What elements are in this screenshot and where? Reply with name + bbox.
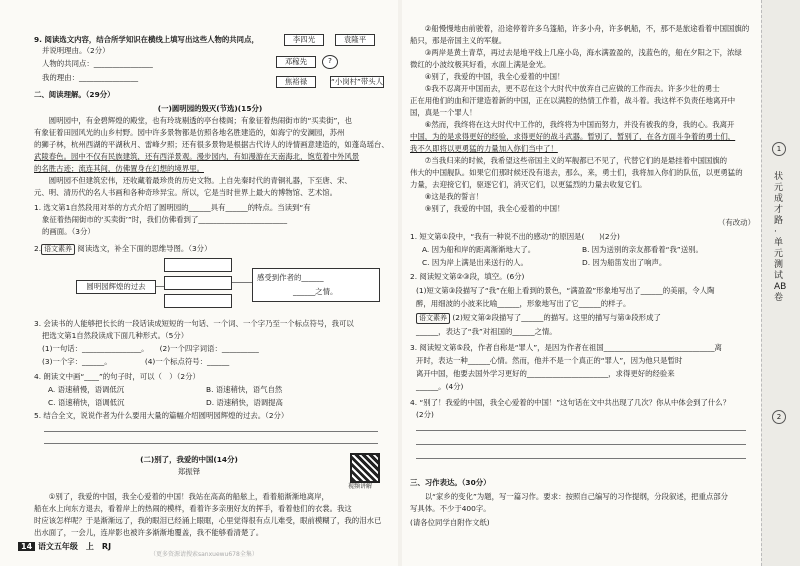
answer-line — [44, 443, 378, 444]
mindmap-connector — [232, 282, 252, 283]
answer-line — [416, 458, 746, 459]
q2-line: 2. 语文素养 阅读选文，补全下面的思维导图。（3分） — [34, 244, 212, 253]
watermark: （更多资源请搜索sanxuewu678全集） — [150, 551, 258, 558]
passage1-line: 有象征着田园风光的山乡村野。园中许多景物都是仿照各地名胜建造的，如海宁的安澜园，苏州 — [34, 128, 345, 137]
mindmap-right-text2: ______之情。 — [293, 287, 338, 296]
q4-option-a: A. 语速稍慢，语调低沉 — [48, 385, 125, 394]
passage2-title: (二)别了，我爱的中国(14分) — [140, 455, 238, 464]
passage2-cont-line: 船只，那是帝国主义的军舰。 — [410, 36, 507, 45]
section-2-title: 二、阅读理解。（29分） — [34, 90, 115, 99]
person-box: 焦裕禄 — [276, 76, 316, 88]
q9-line4: 我的理由：________________ — [42, 73, 139, 82]
page-number-value: 14 — [18, 542, 35, 551]
r-q2-sub-tagged — [416, 313, 661, 324]
r-q2-sub: 醉，用细波的小波来比喻______，形象地写出了它______的样子。 — [416, 299, 631, 308]
passage2-line: 船在水上向东方退去，看着岸上的热闹的模样，看着许多亲朋好友的挥手，看着他们的衣裳。我这 — [34, 504, 352, 513]
passage2-cont-line: 中国，为的是求得更好的经验，求得更好的战斗武器。暂别了，暂别了，在各方面斗争着的勇士们， — [410, 132, 736, 141]
r-q4-line: 4. “别了！我爱的中国，我全心爱着的中国！”这句话在文中共出现了几次？你从中体会到了什么？ — [410, 398, 731, 407]
r-q4-line: (2分) — [416, 410, 434, 419]
sidebar-circle: 2 — [772, 410, 786, 424]
passage2-cont-line: ⑤我不忍离开中国而去，更不忍在这个大时代中放弃自己应做的工作而去。许多少壮的勇士 — [410, 84, 720, 93]
r-q3-line: ______。(4分) — [416, 382, 464, 391]
essay-line: 写具体。不少于400字。 — [410, 504, 491, 513]
r-q1-option-c: C. 因为岸上满是出来送行的人。 — [422, 258, 528, 267]
q2-text: 阅读选文，补全下面的思维导图。（3分） — [77, 244, 212, 253]
q9-line2: 并说明理由。（2分） — [42, 46, 110, 55]
answer-line — [44, 431, 378, 432]
qr-label: 视频讲解 — [348, 483, 373, 490]
q4-line: 4. 朗读文中画“____”的句子时，可以（ ）（2分） — [34, 372, 200, 381]
center-circle: ? — [322, 55, 338, 69]
mindmap-node-box — [164, 294, 232, 308]
r-q1-line: 1. 短文第①段中，“我有一种说不出的感动”的原因是( )(2分) — [410, 232, 620, 241]
q4-option-d: D. 语速稍快，语调提高 — [206, 398, 283, 407]
page-number — [18, 541, 111, 552]
q9-line1: 9. 阅读选文内容，结合所学知识在横线上填写出这些人物的共同点， — [34, 35, 259, 44]
q1-line: 象征着热闹街市的‘买卖街’”时，我们仿佛看到了________________________ — [42, 215, 288, 224]
passage1-line: 的狮子林，杭州西湖的平湖秋月、雷峰夕照；还有很多景物是根据古代诗人的诗情画意建造的，如蓬岛瑶台、 — [34, 140, 389, 149]
passage2-cont-line: 正在用他们的血和汗建造着新的中国，正在以满腔的热情工作着，战斗着。我这样不负责任地离开中 — [410, 96, 736, 105]
q3-line: (3)一个字：______。 (4)一个标点符号：______ — [42, 357, 230, 366]
left-page — [0, 0, 398, 566]
passage1-title: (一)圆明园的毁灭(节选)(15分) — [157, 104, 263, 113]
person-box: 李四光 — [284, 34, 324, 46]
right-page — [402, 0, 762, 566]
r-q2-sub: ______，表达了“我”对祖国的______之情。 — [416, 327, 557, 336]
r-q2-tag: 语文素养 — [416, 313, 450, 324]
passage1-line: 的名胜古迹；流连其间，仿佛置身在幻想的境界里。 — [34, 164, 204, 173]
passage1-line: 圆明园不但建筑宏伟，还收藏着最珍贵的历史文物。上自先秦时代的青铜礼器，下至唐、宋、 — [34, 176, 352, 185]
passage2-line: ①别了，我爱的中国，我全心爱着的中国！我站在高高的船舷上，看着船渐渐地离岸， — [34, 492, 329, 501]
passage2-cont-line: ②船慢慢地由前驶着，沿途停着许多乌篷船，许多小舟，许多帆船，不，那不是旅途看着中国国旗的 — [410, 24, 750, 33]
passage2-line: 出水面了，一会儿，连岸影也被许多渐渐地覆盖，我不能够看清楚了。 — [34, 528, 264, 537]
essay-note: (请各位同学自附作文纸) — [410, 518, 490, 527]
mindmap-right-box — [252, 268, 380, 302]
sidebar-vertical-text: 状元成才路 · 单元测试AB卷 — [774, 172, 787, 303]
mindmap-left-box: 圆明园辉煌的过去 — [76, 280, 156, 294]
passage1-line: 圆明园中，有金碧辉煌的殿堂，也有玲珑剔透的亭台楼阁；有象征着热闹街市的“买卖街”，也 — [34, 116, 353, 125]
r-q3-line: 开时，表达一种______心情。然而，他并不是一个真正的“罪人”，因为他只是暂时 — [416, 356, 683, 365]
passage2-cont-line: ③两岸是黄土青草，再过去是地平线上几座小岛，海水满盈盈的，浅蓝色的，船在夕阳之下，浓绿 — [410, 48, 742, 57]
r-q1-option-a: A. 因为船和岸的距离渐渐地大了。 — [422, 245, 536, 254]
passage2-cont-line: ⑨别了，我爱的中国，我全心爱着的中国！ — [410, 204, 565, 213]
mindmap-node-box — [164, 258, 232, 272]
r-q1-option-b: B. 因为送别的亲友都看着“我”送别。 — [582, 245, 703, 254]
q3-line: 3. 会读书的人能够把长长的一段话读成短短的一句话、一个词、一个字乃至一个标点符号，我可以 — [34, 319, 354, 328]
passage2-cont-line: ⑦当我归来的时候，我希望这些帝国主义的军舰都已不见了，代替它们的是悬挂着中国国旗的 — [410, 156, 728, 165]
passage2-author: 郑振铎 — [177, 467, 201, 476]
mindmap-connector — [156, 286, 164, 287]
r-q2-sub-text: (2)短文第②段描写了______的描写。这里的描写与第③段形成了 — [452, 313, 661, 322]
passage2-cont-line: 我不久即将以更勇猛的力量加入你们当中了！ — [410, 144, 558, 153]
mindmap-right-text1: 感受到作者的______ — [257, 273, 324, 282]
passage2-cont-line: ⑥然而，我终将在这大时代中工作的，我终将为中国而努力，并没有被我的身，我的心。我离开 — [410, 120, 735, 129]
r-q2-line: 2. 阅读短文第②③段，填空。(6分) — [410, 272, 525, 281]
source-note: （有改动） — [718, 218, 755, 227]
passage2-cont-line: ④别了，我爱的中国，我全心爱着的中国！ — [410, 72, 565, 81]
answer-line — [416, 430, 746, 431]
section-3-title: 三、习作表达。（30分） — [410, 478, 491, 487]
qr-code[interactable] — [350, 453, 380, 483]
q5-line: 5. 结合全文，说说作者为什么要用大量的篇幅介绍圆明园辉煌的过去。（2分） — [34, 411, 289, 420]
q4-option-b: B. 语速稍快，语气自然 — [206, 385, 283, 394]
passage2-line: 时应该怎样呢？于是渐渐远了，我的眼泪已经涌上眼眶，心里觉得很有点儿难受，眼前模糊了，我的泪水已 — [34, 516, 382, 525]
r-q2-sub: (1)短文第③段描写了“我”在船上看到的景色，“满盈盈”形象地写出了______的美丽，令人陶 — [416, 286, 715, 295]
passage2-cont-line: 国，真是一个罪人！ — [410, 108, 477, 117]
answer-line — [416, 444, 746, 445]
r-q1-option-d: D. 因为船笛发出了响声。 — [582, 258, 667, 267]
q1-line: 的画面。（3分） — [42, 227, 95, 236]
q3-line: 把选文第1自然段读成下面几种形式。（5分） — [42, 331, 189, 340]
r-q3-line: 3. 阅读短文第⑤段，作者自称是“罪人”，是因为作者在祖国______________________________离 — [410, 343, 722, 352]
person-box: 袁隆平 — [335, 34, 375, 46]
sidebar — [761, 0, 800, 566]
passage2-cont-line: 微红的小波纹极其好看，水面上满是金光。 — [410, 60, 551, 69]
mindmap-node-box — [164, 276, 232, 290]
footer-text: 语文五年级 上 RJ — [37, 542, 112, 551]
person-box: “小岗村”带头人 — [331, 77, 384, 86]
essay-line: 以“家乡的变化”为题，写一篇习作。要求：按照自己编写的习作提纲，分段叙述，把重点部分 — [410, 492, 729, 501]
q9-line3: 人物的共同点：________________ — [42, 59, 153, 68]
passage1-line: 元、明、清历代的名人书画和各种奇珍异宝。所以，它是当时世界上最大的博物馆、艺术馆。 — [34, 188, 338, 197]
passage2-cont-line: ⑧这是我的誓言！ — [410, 192, 484, 201]
r-q3-line: 离开中国，他要去国外学习更好的______________________，求得更好的经验来 — [416, 369, 675, 378]
q4-option-c: C. 语速稍快，语调低沉 — [48, 398, 125, 407]
passage2-cont-line: 力量，去迎接它们，驱逐它们，消灭它们，以更猛烈的力量去收复它们。 — [410, 180, 647, 189]
sidebar-circle: 1 — [772, 142, 786, 156]
q1-line: 1. 选文第1自然段用对举的方式介绍了圆明园的______具有______的特点。当读到“有 — [34, 203, 311, 212]
passage1-line: 武陵春色。园中不仅有民族建筑，还有西洋景观。漫步园内，有如漫游在天南海北，饱览着中外风景 — [34, 152, 360, 161]
q2-tag: 语文素养 — [41, 244, 75, 255]
q3-line: (1)一句话：________________。 (2)一个四字词语：__________ — [42, 344, 259, 353]
passage2-cont-line: 伟大的中国舰队。如果它们那时候还没有退去，那么，来，勇士们，我将加入你们的队伍，以更勇猛的 — [410, 168, 743, 177]
person-box: 邓稼先 — [276, 56, 316, 68]
